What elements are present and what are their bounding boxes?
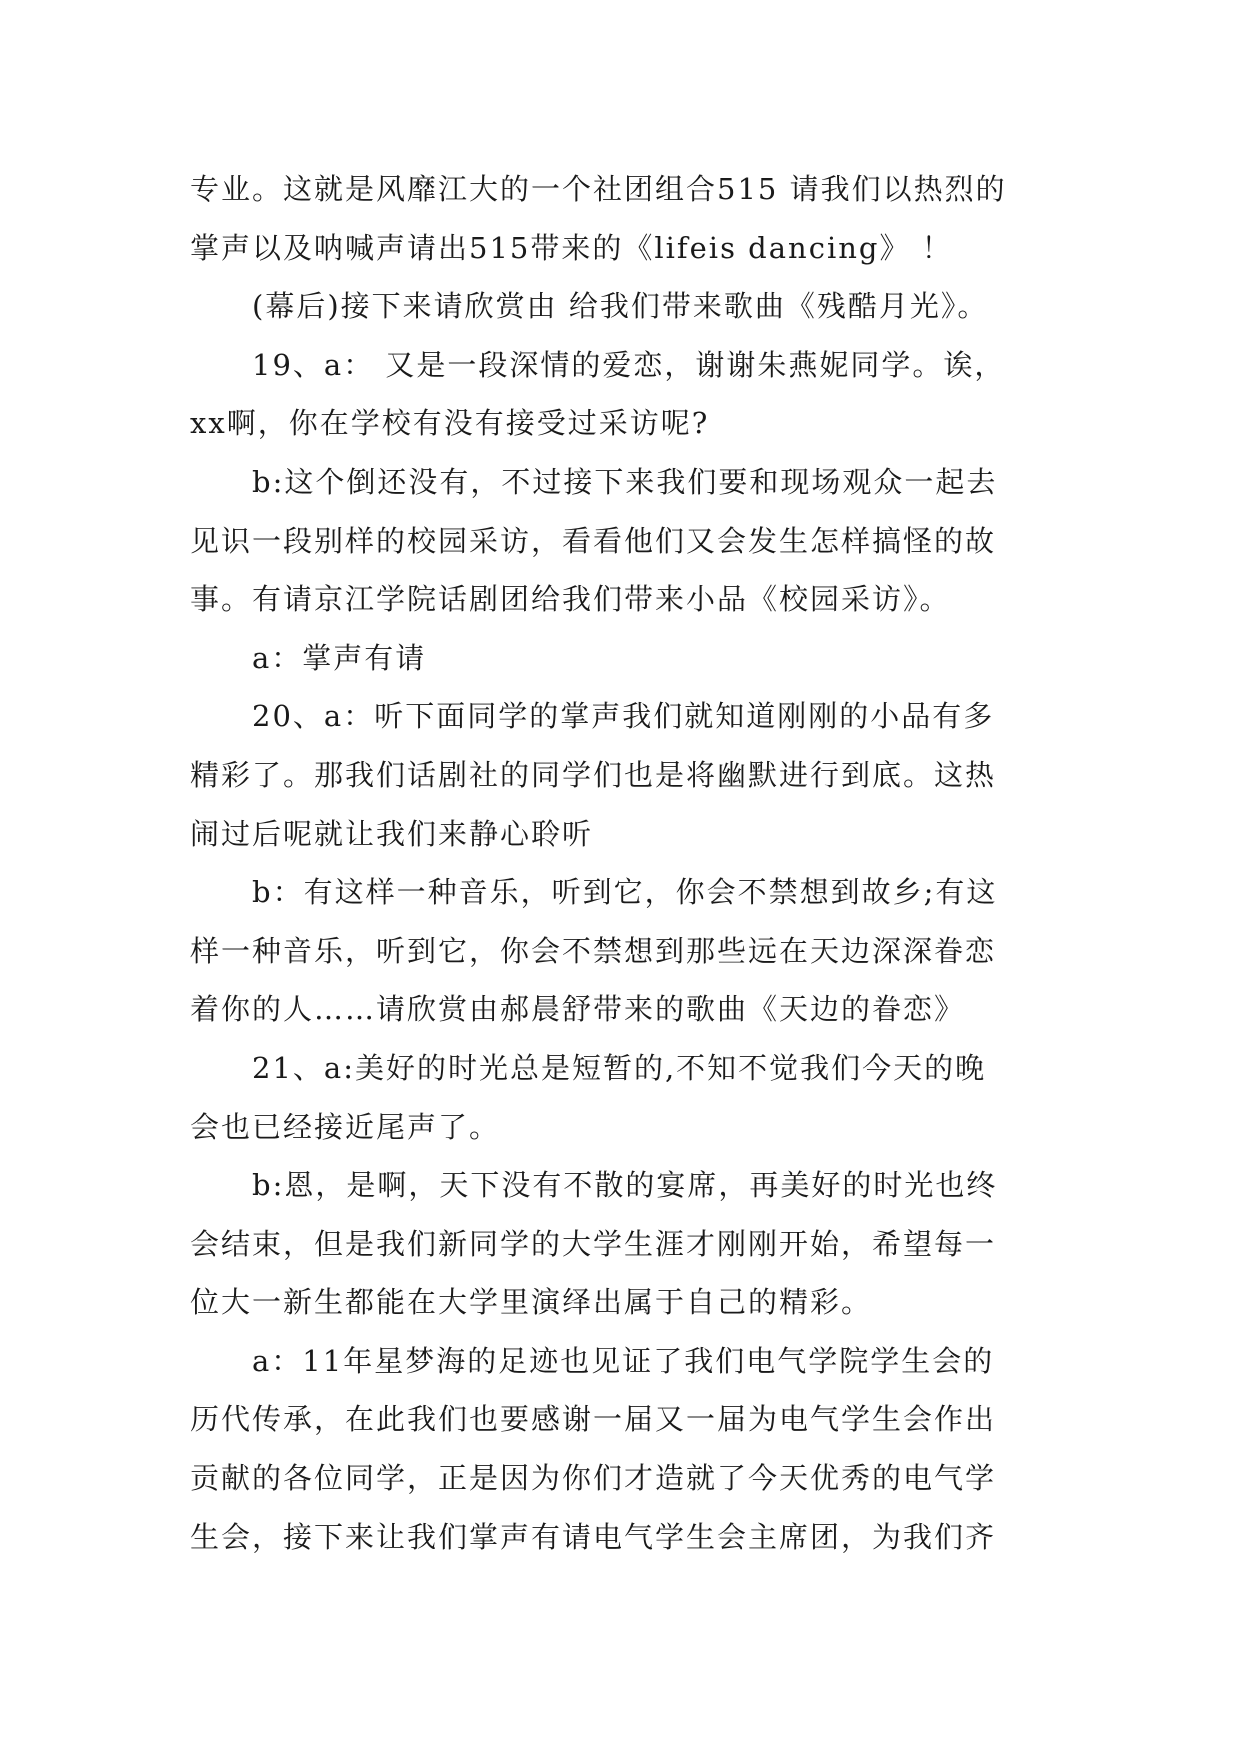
text-line: 精彩了。那我们话剧社的同学们也是将幽默进行到底。这热 (190, 757, 997, 792)
text-line: 会也已经接近尾声了。 (190, 1109, 501, 1144)
text-line: 会结束，但是我们新同学的大学生涯才刚刚开始，希望每一 (190, 1226, 997, 1261)
text-line: 闹过后呢就让我们来静心聆听 (190, 816, 594, 851)
text-line: (幕后)接下来请欣赏由 给我们带来歌曲《残酷月光》。 (252, 289, 989, 324)
text-line: 21、a:美好的时光总是短暂的,不知不觉我们今天的晚 (252, 1050, 987, 1085)
text-line: xx啊，你在学校有没有接受过采访呢? (190, 406, 710, 441)
text-line: b:这个倒还没有，不过接下来我们要和现场观众一起去 (252, 464, 998, 499)
text-line: a：11年星梦海的足迹也见证了我们电气学院学生会的 (252, 1343, 995, 1378)
text-line: 样一种音乐，听到它，你会不禁想到那些远在天边深深眷恋 (190, 933, 997, 968)
text-line: a：掌声有请 (252, 640, 427, 675)
text-line: 掌声以及呐喊声请出515带来的《lifeis dancing》 ！ (190, 230, 953, 265)
text-line: b:恩，是啊，天下没有不散的宴席，再美好的时光也终 (252, 1168, 998, 1203)
text-line: 位大一新生都能在大学里演绎出属于自己的精彩。 (190, 1285, 873, 1320)
document-body (190, 160, 1070, 1566)
text-line: 20、a：听下面同学的掌声我们就知道刚刚的小品有多 (252, 699, 995, 734)
text-line: 贡献的各位同学，正是因为你们才造就了今天优秀的电气学 (190, 1461, 997, 1496)
text-line: 见识一段别样的校园采访，看看他们又会发生怎样搞怪的故 (190, 523, 997, 558)
text-line: b：有这样一种音乐，听到它，你会不禁想到故乡;有这 (252, 875, 998, 910)
text-line: 着你的人……请欣赏由郝晨舒带来的歌曲《天边的眷恋》 (190, 992, 966, 1027)
text-line: 事。有请京江学院话剧团给我们带来小品《校园采访》。 (190, 582, 951, 617)
text-line: 19、a： 又是一段深情的爱恋，谢谢朱燕妮同学。诶， (252, 347, 1006, 382)
text-line: 生会，接下来让我们掌声有请电气学生会主席团，为我们齐 (190, 1519, 997, 1554)
text-line: 历代传承，在此我们也要感谢一届又一届为电气学生会作出 (190, 1402, 997, 1437)
text-line: 专业。这就是风靡江大的一个社团组合515 请我们以热烈的 (190, 172, 1007, 206)
